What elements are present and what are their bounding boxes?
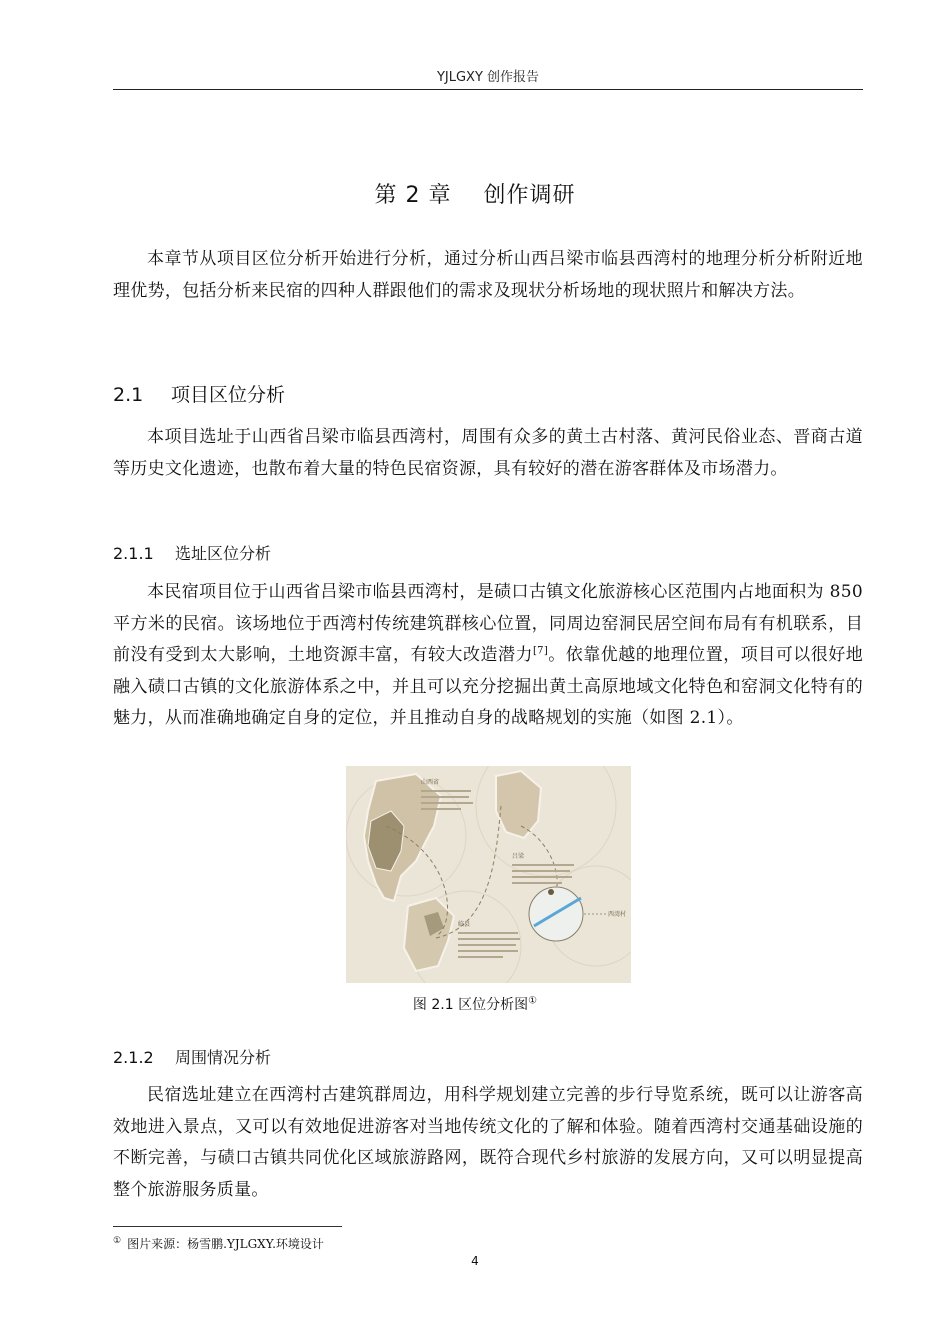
section-heading-2-1-2 [113, 1045, 271, 1068]
location-map [346, 766, 631, 983]
figure-caption [0, 994, 950, 1014]
label-shanxi: 山西省 [421, 779, 440, 786]
section-number: 2.1 [113, 384, 144, 406]
citation: [7] [532, 645, 549, 657]
section-2-1-1-paragraph [113, 577, 863, 735]
label-linxian: 临县 [458, 921, 471, 928]
paragraph-text: 。依靠优越的地理位置，项目可以很好地融入碛口古镇的文化旅游体系之中，并且可以充分挖掘出黄土高原地域文化特色和窑洞文化特有的魅力，从而准确地确定自身的定位，并且推动自身的战略规划的实施（如图 2.1）。 [113, 645, 863, 728]
section-title: 项目区位分析 [171, 384, 286, 406]
footnote-mark: ① [113, 1236, 122, 1246]
footnote-text: 图片来源：杨雪鹏.YJLGXY.环境设计 [127, 1237, 324, 1251]
caption-text: 图 2.1 区位分析图 [412, 997, 529, 1013]
footnote [113, 1235, 324, 1252]
section-2-1-2-paragraph: 民宿选址建立在西湾村古建筑群周边，用科学规划建立完善的步行导览系统，既可以让游客高效地进入景点，又可以有效地促进游客对当地传统文化的了解和体验。随着西湾村交通基础设施的不断完善，与碛口古镇共同优化区域旅游路网，既符合现代乡村旅游的发展方向，又可以明显提高整个旅游服务质量。 [113, 1085, 863, 1200]
label-xiwan: 西湾村 [608, 911, 627, 918]
chapter-title: 第 2 章 创作调研 [374, 183, 576, 208]
caption-footnote-mark: ① [528, 995, 538, 1007]
location-analysis-figure [346, 766, 631, 983]
intro-paragraph: 本章节从项目区位分析开始进行分析，通过分析山西吕梁市临县西湾村的地理分析分析附近地理优势，包括分析来民宿的四种人群跟他们的需求及现状分析场地的现状照片和解决方法。 [113, 249, 863, 301]
section-heading-2-1-1 [113, 541, 271, 564]
section-heading-2-1 [113, 380, 285, 407]
header-rule [113, 89, 863, 90]
section-title: 周围情况分析 [175, 1048, 272, 1067]
label-lvliang: 吕梁 [512, 853, 525, 860]
footnote-rule [113, 1226, 342, 1227]
running-header: YJLGXY 创作报告 [436, 70, 540, 85]
section-2-1-paragraph: 本项目选址于山西省吕梁市临县西湾村，周围有众多的黄土古村落、黄河民俗业态、晋商古道等历史文化遗迹，也散布着大量的特色民宿资源，具有较好的潜在游客群体及市场潜力。 [113, 427, 863, 479]
page-number: 4 [471, 1254, 479, 1268]
section-title: 选址区位分析 [175, 544, 272, 563]
section-number: 2.1.1 [113, 544, 154, 563]
paragraph-text: 本民宿项目位于山西省吕梁市临县西湾村，是碛口古镇文化旅游核心区范围内占地面积为 850 平方米的民宿。该场地位于西湾村传统建筑群核心位置，同周边窑洞民居空间布局有有机联系，目前没有受到太大影响，土地资源丰富，有较大改造潜力 [113, 582, 863, 665]
section-number: 2.1.2 [113, 1048, 154, 1067]
